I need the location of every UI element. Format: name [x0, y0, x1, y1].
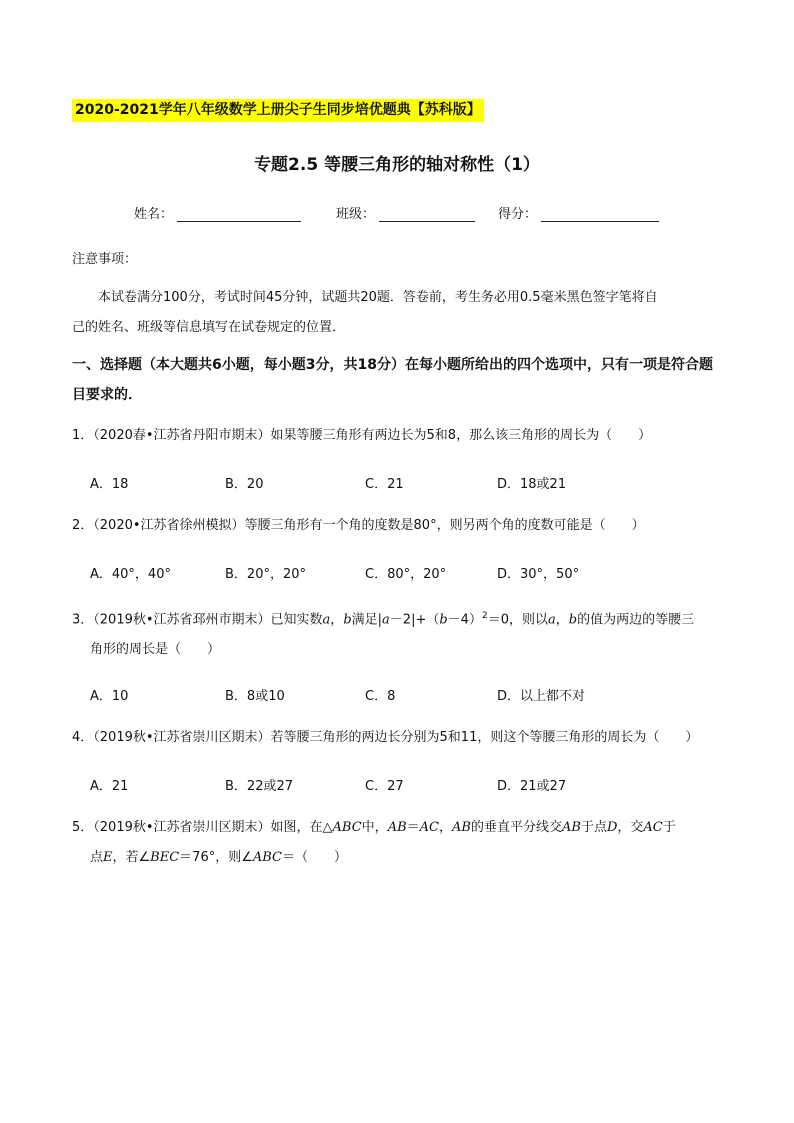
question-5-line-1: 5．（2019秋•江苏省崇川区期末）如图，在△ABC中，AB＝AC，AB的垂直平分线交AB于点D，交AC于 — [72, 820, 676, 835]
q4-option-c[interactable]: C．27 — [365, 779, 404, 794]
question-1-text: 1．（2020春•江苏省丹阳市期末）如果等腰三角形有两边长为5和8，那么该三角形的周长为（ ） — [72, 428, 652, 443]
q2-option-c[interactable]: C．80°，20° — [365, 567, 447, 582]
question-4 — [72, 723, 722, 753]
question-3 — [72, 601, 722, 665]
q2-option-a[interactable]: A．40°，40° — [90, 567, 171, 582]
q3-option-c[interactable]: C．8 — [365, 689, 396, 704]
notice-body — [72, 283, 722, 343]
section-line-2: 目要求的． — [72, 387, 142, 403]
question-5-line-2: 点E，若∠BEC＝76°，则∠ABC＝（ ） — [90, 850, 348, 865]
question-2 — [72, 511, 722, 541]
q3-option-a[interactable]: A．10 — [90, 689, 129, 704]
name-blank[interactable] — [177, 207, 301, 222]
name-label: 姓名： — [134, 207, 174, 222]
score-label: 得分： — [498, 207, 538, 222]
q3-option-d[interactable]: D．以上都不对 — [497, 689, 586, 704]
q4-option-d[interactable]: D．21或27 — [497, 779, 567, 794]
q4-option-b[interactable]: B．22或27 — [225, 779, 294, 794]
question-5 — [72, 813, 722, 873]
section-heading — [72, 350, 722, 410]
notice-line-2: 己的姓名、班级等信息填写在试卷规定的位置． — [72, 320, 346, 335]
question-4-text: 4．（2019秋•江苏省崇川区期末）若等腰三角形的两边长分别为5和11，则这个等腰三角形的周长为（ ） — [72, 730, 699, 745]
q3-option-b[interactable]: B．8或10 — [225, 689, 285, 704]
q1-option-c[interactable]: C．21 — [365, 477, 404, 492]
class-blank[interactable] — [379, 207, 475, 222]
question-2-text: 2．（2020•江苏省徐州模拟）等腰三角形有一个角的度数是80°，则另两个角的度数可能是（ ） — [72, 518, 645, 533]
q1-option-b[interactable]: B．20 — [225, 477, 264, 492]
notice-heading: 注意事项： — [72, 252, 138, 267]
score-field — [498, 203, 659, 222]
q1-option-a[interactable]: A．18 — [90, 477, 129, 492]
section-line-1: 一、选择题（本大题共6小题，每小题3分，共18分）在每小题所给出的四个选项中，只有一项是符合题 — [72, 357, 713, 373]
name-field — [134, 203, 301, 222]
series-banner: 2020-2021学年八年级数学上册尖子生同步培优题典【苏科版】 — [72, 99, 484, 122]
page-title: 专题2.5 等腰三角形的轴对称性（1） — [254, 155, 540, 175]
q2-option-b[interactable]: B．20°，20° — [225, 567, 307, 582]
notice-line-1: 本试卷满分100分，考试时间45分钟，试题共20题．答卷前，考生务必用0.5毫米黑色签字笔将自 — [98, 290, 658, 305]
q4-option-a[interactable]: A．21 — [90, 779, 129, 794]
score-blank[interactable] — [541, 207, 659, 222]
q2-option-d[interactable]: D．30°，50° — [497, 567, 580, 582]
question-3-line-2: 角形的周长是（ ） — [90, 642, 221, 658]
class-field — [336, 203, 475, 222]
question-1 — [72, 421, 722, 451]
q1-option-d[interactable]: D．18或21 — [497, 477, 567, 492]
question-3-line-1: 3．（2019秋•江苏省邳州市期末）已知实数a，b满足$|a-2|+(b-4)^2=0$，则以a，b的值为两边的等腰三 — [72, 611, 695, 628]
class-label: 班级： — [336, 207, 376, 222]
